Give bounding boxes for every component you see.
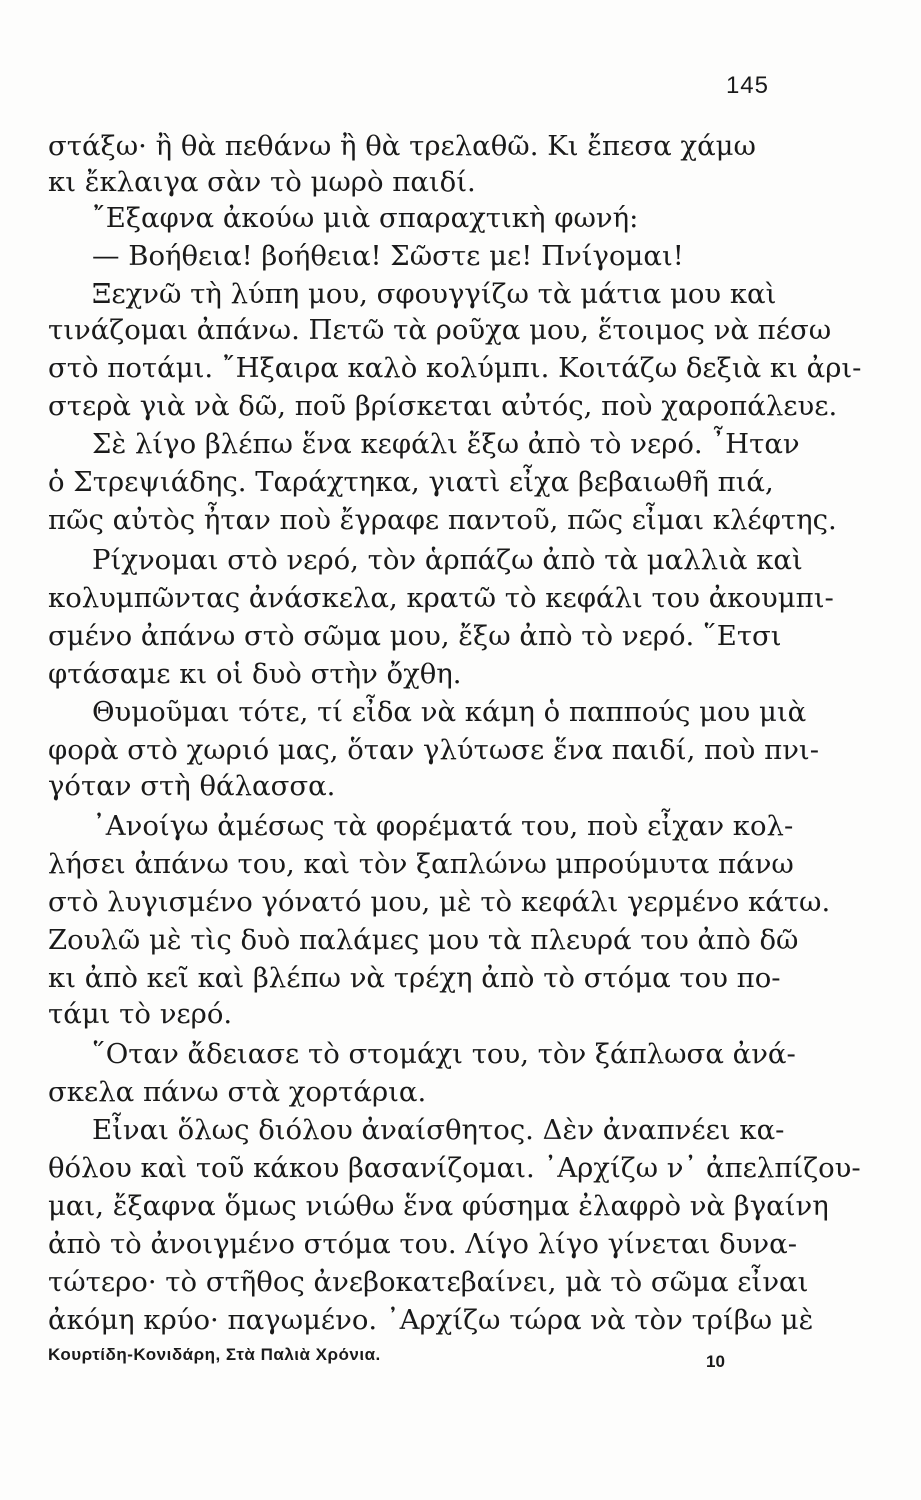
text-line: ῎Εξαφνα ἀκούω μιὰ σπαραχτικὴ φωνή: [92, 202, 639, 234]
text-line: μαι, ἔξαφνα ὅμως νιώθω ἕνα φύσημα ἐλαφρὸ νὰ βγαίνη [48, 1190, 829, 1222]
text-line: στὸ ποτάμι. ῎Ηξαιρα καλὸ κολύμπι. Κοιτάζω δεξιὰ κι ἀρι- [48, 352, 862, 384]
text-line: ᾿Ανοίγω ἀμέσως τὰ φορέματά του, ποὺ εἶχαν κολ- [92, 810, 794, 842]
text-line: ὁ Στρεψιάδης. Ταράχτηκα, γιατὶ εἶχα βεβαιωθῆ πιά, [48, 466, 774, 498]
text-line: θόλου καὶ τοῦ κάκου βασανίζομαι. ᾿Αρχίζω ν᾿ ἀπελπίζου- [48, 1152, 861, 1184]
page-number: 145 [725, 72, 769, 99]
text-line: Θυμοῦμαι τότε, τί εἶδα νὰ κάμη ὁ παππούς μου μιὰ [92, 696, 807, 728]
text-line: τάμι τὸ νερό. [48, 998, 233, 1030]
text-line: σμένο ἀπάνω στὸ σῶμα μου, ἔξω ἀπὸ τὸ νερό. ῞Ετσι [48, 620, 782, 652]
text-line: ἀπὸ τὸ ἀνοιγμένο στόμα του. Λίγο λίγο γίνεται δυνα- [48, 1228, 798, 1260]
text-line: πῶς αὐτὸς ἦταν ποὺ ἔγραφε παντοῦ, πῶς εἶμαι κλέφτης. [48, 504, 837, 536]
text-line: κολυμπῶντας ἀνάσκελα, κρατῶ τὸ κεφάλι του ἀκουμπι- [48, 582, 834, 614]
text-line: γόταν στὴ θάλασσα. [48, 770, 336, 802]
footer-signature-mark: 10 [706, 1352, 725, 1371]
text-line: στὸ λυγισμένο γόνατό μου, μὲ τὸ κεφάλι γερμένο κάτω. [48, 886, 831, 918]
text-line: Εἶναι ὅλως διόλου ἀναίσθητος. Δὲν ἀναπνέει κα- [92, 1114, 785, 1146]
text-line: φορὰ στὸ χωριό μας, ὅταν γλύτωσε ἕνα παιδί, ποὺ πνι- [48, 734, 820, 766]
text-line: φτάσαμε κι οἱ δυὸ στὴν ὄχθη. [48, 658, 462, 690]
text-line: τινάζομαι ἀπάνω. Πετῶ τὰ ροῦχα μου, ἕτοιμος νὰ πέσω [48, 314, 832, 346]
text-line: — Βοήθεια! βοήθεια! Σῶστε με! Πνίγομαι! [92, 240, 684, 272]
text-line: Ζουλῶ μὲ τὶς δυὸ παλάμες μου τὰ πλευρά του ἀπὸ δῶ [48, 924, 799, 956]
text-line: στερὰ γιὰ νὰ δῶ, ποῦ βρίσκεται αὐτός, ποὺ χαροπάλευε. [48, 390, 838, 422]
text-line: τώτερο· τὸ στῆθος ἀνεβοκατεβαίνει, μὰ τὸ σῶμα εἶναι [48, 1266, 809, 1298]
text-line: κι ἔκλαιγα σὰν τὸ μωρὸ παιδί. [48, 166, 476, 198]
text-line: κι ἀπὸ κεῖ καὶ βλέπω νὰ τρέχη ἀπὸ τὸ στόμα του πο- [48, 962, 781, 994]
text-line: ῞Οταν ἄδειασε τὸ στομάχι του, τὸν ξάπλωσα ἀνά- [92, 1038, 796, 1070]
text-line: στάξω· ἢ θὰ πεθάνω ἢ θὰ τρελαθῶ. Κι ἔπεσα χάμω [48, 130, 756, 162]
text-line: Ξεχνῶ τὴ λύπη μου, σφουγγίζω τὰ μάτια μου καὶ [92, 278, 777, 310]
text-line: σκελα πάνω στὰ χορτάρια. [48, 1076, 427, 1108]
text-line: ἀκόμη κρύο· παγωμένο. ᾿Αρχίζω τώρα νὰ τὸν τρίβω μὲ [48, 1304, 814, 1336]
text-line: Ρίχνομαι στὸ νερό, τὸν ἁρπάζω ἀπὸ τὰ μαλλιὰ καὶ [92, 544, 803, 576]
text-line: λήσει ἀπάνω του, καὶ τὸν ξαπλώνω μπρούμυτα πάνω [48, 848, 794, 880]
footer-book-credit: Κουρτίδη-Κονιδάρη, Στὰ Παλιὰ Χρόνια. [48, 1345, 381, 1364]
text-line: Σὲ λίγο βλέπω ἕνα κεφάλι ἔξω ἀπὸ τὸ νερό. ῏Ηταν [92, 428, 800, 460]
